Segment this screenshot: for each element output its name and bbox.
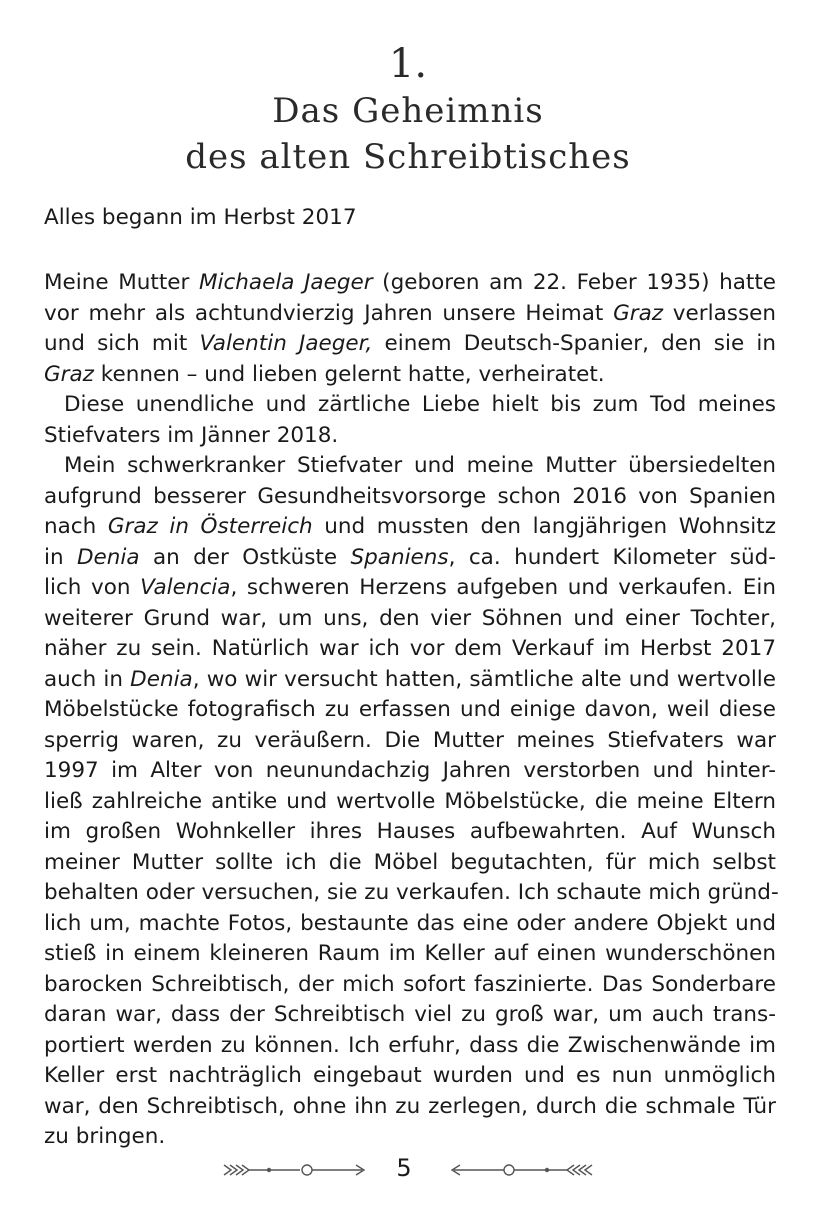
body-text-line [44,817,776,848]
body-text-line [44,1122,776,1153]
body-text-line [44,451,776,482]
body-text-line [44,695,776,726]
chapter-title-line-1: Das Geheimnis [272,91,544,131]
text-segment: 1997 im Alter von neunundachzig Jahren verstorben und hinter- [44,758,776,783]
body-text-line [44,360,776,391]
text-segment: Mein schwerkranker Stiefvater und meine Mutter übersiedelten [64,453,776,478]
italic-text-segment: Denia [77,544,140,570]
text-segment: und mussten den langjährigen Wohnsitz [312,514,776,539]
text-segment: Stiefvaters im Jänner 2018. [44,422,339,448]
text-segment: war, den Schreibtisch, ohne ihn zu zerlegen, durch die schmale Tür [44,1093,776,1119]
text-segment: lich von [44,575,141,600]
italic-text-segment: Spaniens [350,544,449,570]
body-text-line [44,970,776,1001]
text-segment: barocken Schreibtisch, der mich sofort faszinierte. Das Sonderbare [44,971,776,997]
italic-text-segment: Denia [130,666,193,692]
text-segment: , schweren Herzens aufgeben und verkaufen. Ein [230,575,776,600]
text-segment: einem Deutsch-Spanier, den sie in [372,331,776,356]
text-segment: ließ zahlreiche antike und wertvolle Möbelstücke, die meine Eltern [44,788,776,814]
text-segment: zu bringen. [44,1124,166,1149]
body-text-line [44,909,776,940]
body-text-line [44,1092,776,1123]
body-text-line [44,390,776,421]
italic-text-segment: Valentin Jaeger, [199,331,373,356]
body-text-line [44,939,776,970]
text-segment: näher zu sein. Natürlich war ich vor dem Verkauf im Herbst 2017 [44,636,776,661]
text-segment: , ca. hundert Kilometer süd- [448,544,776,570]
text-segment: Keller erst nachträglich eingebaut wurden und es nun unmöglich [44,1063,776,1088]
text-segment: vor mehr als achtundvierzig Jahren unsere Heimat [44,300,614,326]
page-number: 5 [396,1154,412,1182]
text-segment: (geboren am 22. Feber 1935) hatte [372,270,776,295]
body-text-line [44,512,776,543]
arrow-flourish-right-icon [444,1162,594,1178]
body-text-line [44,756,776,787]
text-segment: und sich mit [44,331,200,356]
body-text-line [44,329,776,360]
text-segment: weiterer Grund war, um uns, den vier Söhnen und einer Tochter, [44,605,776,631]
italic-text-segment: Graz [44,361,94,387]
text-segment: im großen Wohnkeller ihres Hauses aufbewahrten. Auf Wunsch [44,819,776,844]
text-segment: lich um, machte Fotos, bestaunte das eine oder andere Objekt und [44,910,776,936]
text-segment: in [44,544,77,570]
arrow-flourish-left-icon [222,1162,372,1178]
chapter-number: 1. [388,41,428,87]
text-segment: portiert werden zu können. Ich erfuhr, dass die Zwischenwände im [44,1032,776,1058]
italic-text-segment: Graz in Österreich [107,514,313,539]
italic-text-segment: Michaela Jaeger [198,270,373,295]
text-segment: aufgrund besserer Gesundheitsvorsorge schon 2016 von Spanien [44,483,776,509]
chapter-title-line-2: des alten Schreibtisches [185,137,631,177]
text-segment: stieß in einem kleineren Raum im Keller auf einen wunderschönen [44,941,776,966]
body-text-line [44,482,776,513]
body-text [44,268,779,1153]
body-text-line [44,878,779,909]
italic-text-segment: Graz [613,300,664,326]
italic-text-segment: Valencia [140,575,231,600]
text-segment: , wo wir versucht hatten, sämtliche alte und wertvolle [192,666,776,692]
body-text-line [44,726,776,757]
body-text-line [44,787,776,818]
page-footer [0,1152,816,1188]
body-text-line [44,665,776,696]
text-segment: behalten oder versuchen, sie zu verkaufen. Ich schaute mich gründ- [44,880,779,905]
text-segment: verlassen [663,300,777,326]
text-segment: nach [44,514,108,539]
text-segment: Diese unendliche und zärtliche Liebe hielt bis zum Tod meines [64,392,776,417]
chapter-heading [0,40,816,180]
body-text-line [44,1031,776,1062]
body-text-line [44,268,776,299]
text-segment: auch in [44,666,131,692]
text-segment: sperrig waren, zu veräußern. Die Mutter meines Stiefvaters war [44,727,776,753]
body-text-line [44,1000,776,1031]
body-text-line [44,1061,776,1092]
intro-line: Alles begann im Herbst 2017 [44,205,357,230]
body-text-line [44,299,776,330]
body-text-line [44,634,776,665]
text-segment: Meine Mutter [44,270,199,295]
text-segment: daran war, dass der Schreibtisch viel zu groß war, um auch trans- [44,1002,776,1027]
text-segment: meiner Mutter sollte ich die Möbel begutachten, für mich selbst [44,849,776,875]
body-text-line [44,573,776,604]
body-text-line [44,421,776,452]
text-segment: kennen – und lieben gelernt hatte, verheiratet. [93,361,605,387]
body-text-line [44,848,776,879]
body-text-line [44,543,776,574]
body-text-line [44,604,776,635]
text-segment: Möbelstücke fotografisch zu erfassen und einige davon, weil diese [44,697,776,722]
text-segment: an der Ostküste [139,544,351,570]
